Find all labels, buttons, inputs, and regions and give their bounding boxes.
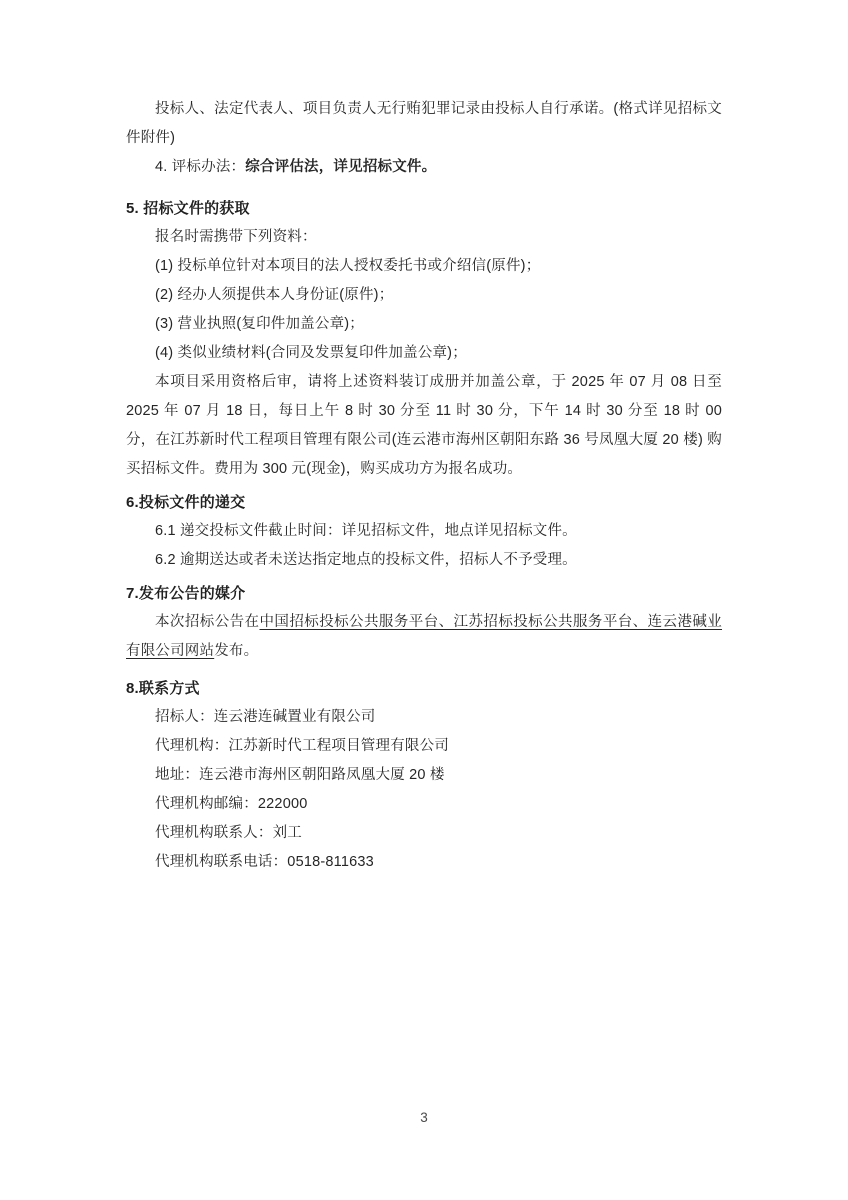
- contact-phone: 代理机构联系电话：0518-811633: [155, 854, 374, 870]
- section6-item-2: 6.2 逾期送达或者未送达指定地点的投标文件，招标人不予受理。: [155, 552, 577, 568]
- section6-item-1: 6.1 递交投标文件截止时间：详见招标文件，地点详见招标文件。: [155, 523, 577, 539]
- section5-purchase-paragraph: 本项目采用资格后审，请将上述资料装订成册并加盖公章，于 2025 年 07 月 08 日至 2025 年 07 月 18 日，每日上午 8 时 30 分至 11 时 30 分，下午 14 时 30 分至 18 时 00 分，在江苏新时代工程项目管理有限公司(连云港市海州区朝阳东路 36 号凤凰大厦 20 楼) 购买招标文件。费用为 300 元(现金)，购买成功方为报名成功。: [126, 374, 722, 477]
- section5-heading: 5. 招标文件的获取: [126, 200, 250, 217]
- section7-prefix: 本次招标公告在: [155, 614, 260, 630]
- line-evaluation-method: [126, 153, 722, 182]
- page-number: 3: [420, 1110, 428, 1125]
- section5-item-1: (1) 投标单位针对本项目的法人授权委托书或介绍信(原件)；: [155, 258, 541, 274]
- contact-postcode: 代理机构邮编：222000: [155, 796, 308, 812]
- contact-address: 地址：连云港市海州区朝阳路凤凰大厦 20 楼: [155, 767, 445, 783]
- section8-heading: 8.联系方式: [126, 680, 200, 697]
- section5-item-4: (4) 类似业绩材料(合同及发票复印件加盖公章)；: [155, 345, 467, 361]
- section7-heading: 7.发布公告的媒介: [126, 585, 246, 602]
- contact-person: 代理机构联系人：刘工: [155, 825, 302, 841]
- evaluation-method-value: 综合评估法，详见招标文件。: [245, 159, 437, 175]
- section7-media-platforms: 中国招标投标公共服务平台、江苏招标投标公共服务平台、连云港碱业有限公司网站: [126, 614, 723, 659]
- section7-suffix: 发布。: [214, 643, 259, 659]
- contact-tenderer: 招标人：连云港连碱置业有限公司: [155, 709, 376, 725]
- document-body: [126, 0, 722, 877]
- section5-item-2: (2) 经办人须提供本人身份证(原件)；: [155, 287, 394, 303]
- paragraph-bribery-commitment: 投标人、法定代表人、项目负责人无行贿犯罪记录由投标人自行承诺。(格式详见招标文件附件): [126, 101, 722, 146]
- section5-intro: 报名时需携带下列资料：: [155, 229, 317, 245]
- section7-media-paragraph: [126, 608, 722, 666]
- section6-heading: 6.投标文件的递交: [126, 494, 246, 511]
- contact-agency: 代理机构：江苏新时代工程项目管理有限公司: [155, 738, 449, 754]
- evaluation-method-label: 4. 评标办法：: [155, 159, 246, 175]
- section5-item-3: (3) 营业执照(复印件加盖公章)；: [155, 316, 365, 332]
